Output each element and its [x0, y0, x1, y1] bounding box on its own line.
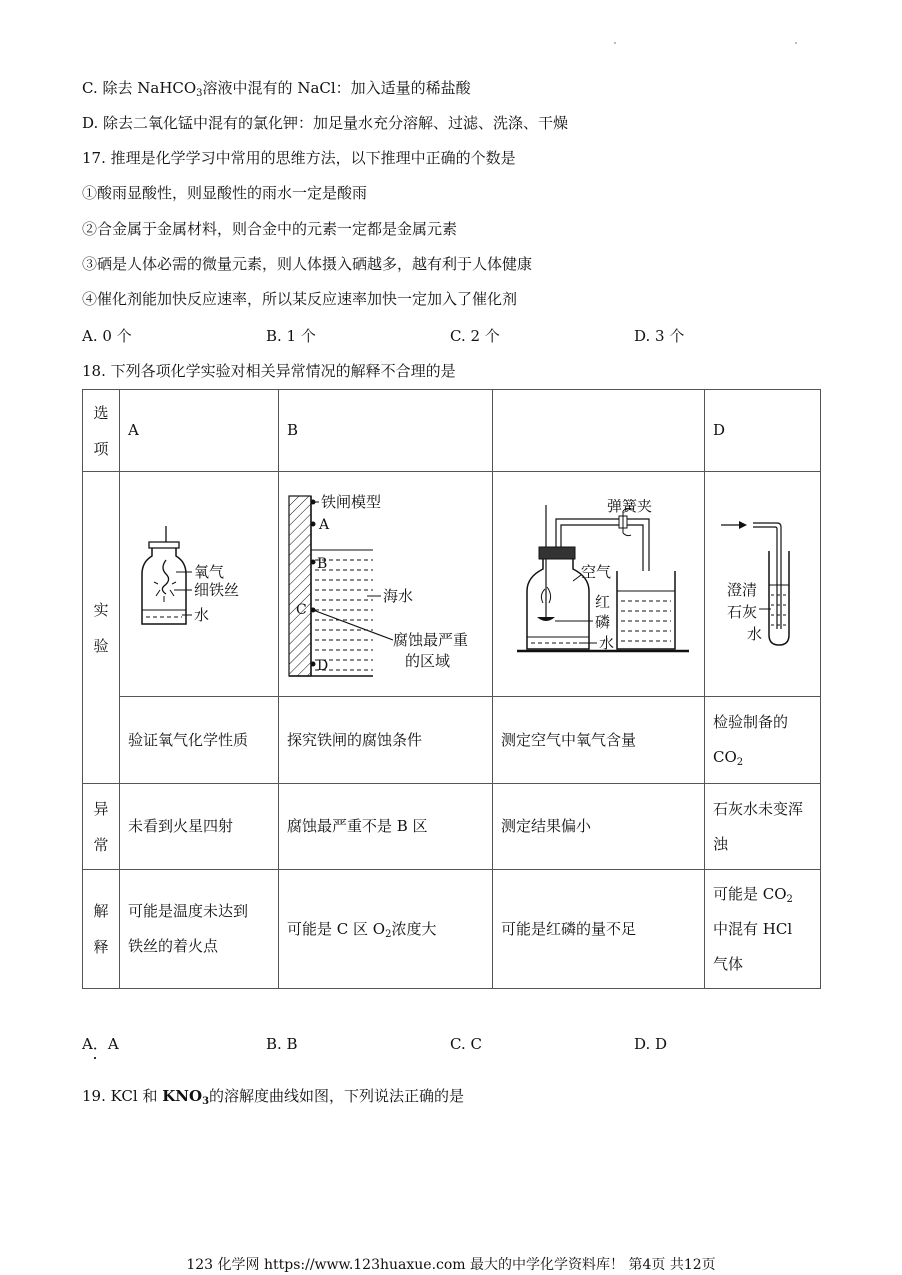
q17-statement-1: ①酸雨显酸性，则显酸性的雨水一定是酸雨: [82, 184, 368, 202]
label-seawater: 海水: [383, 586, 414, 605]
label-air: 空气: [580, 563, 611, 581]
label-region-d: D: [317, 657, 329, 674]
q16-option-d: D. 除去二氧化锰中混有的氯化钾：加足量水充分溶解、过滤、洗涤、干燥: [82, 114, 569, 132]
explain-b: 可能是 C 区 $O_2$浓度大: [279, 870, 493, 989]
q18-option-b: B. B: [266, 1035, 298, 1053]
row-label-option: 选 项: [83, 390, 120, 472]
stray-dot: [94, 1057, 96, 1059]
label-phosphorus: 磷: [594, 613, 610, 631]
anomaly-a: 未看到火星四射: [120, 784, 279, 870]
label-region-c: C: [296, 601, 307, 618]
header-b: B: [279, 390, 493, 472]
purpose-d: 检验制备的 $CO_2$: [705, 697, 821, 784]
page-footer: 123 化学网 https://www.123huaxue.com 最大的中学化学资料库！ 第4页 共12页: [186, 1257, 716, 1273]
q17-statement-2: ②合金属于金属材料，则合金中的元素一定都是金属元素: [82, 220, 458, 238]
anomaly-c: 测定结果偏小: [493, 784, 705, 870]
table-row-options: [83, 390, 821, 472]
header-a: A: [120, 390, 279, 472]
q17-option-d: D. 3 个: [634, 327, 685, 345]
figure-c-cell: [493, 472, 705, 697]
explain-a: 可能是温度未达到 铁丝的着火点: [120, 870, 279, 989]
q17-option-b: B. 1 个: [266, 327, 316, 345]
anomaly-d: 石灰水未变浑 浊: [705, 784, 821, 870]
purpose-a: 验证氧气化学性质: [120, 697, 279, 784]
table-row-explanations: [83, 870, 821, 989]
anomaly-b: 腐蚀最严重不是 B 区: [279, 784, 493, 870]
explain-c: 可能是红磷的量不足: [493, 870, 705, 989]
q18-option-a: A．A: [82, 1035, 119, 1053]
iron-wire-combustion-figure: [124, 524, 274, 644]
label-corrosion-1: 腐蚀最严重: [393, 630, 469, 649]
label-corrosion-2: 的区域: [405, 651, 451, 670]
label-water: 水: [194, 606, 210, 624]
label-oxygen: 氧气: [194, 563, 225, 581]
label-red: 红: [594, 593, 610, 611]
co2-test-figure: [713, 499, 813, 669]
figure-a-cell: [120, 472, 279, 697]
label-iron-wire: 细铁丝: [194, 581, 240, 599]
label-region-a: A: [319, 516, 330, 533]
q17-option-c: C. 2 个: [450, 327, 500, 345]
label-clear: 澄清: [726, 581, 757, 599]
purpose-b: 探究铁闸的腐蚀条件: [279, 697, 493, 784]
header-d: D: [705, 390, 821, 472]
figure-b-cell: [279, 472, 493, 697]
row-label-experiment: 实 验: [83, 472, 120, 784]
table-row-figures: [83, 472, 821, 697]
q18-table: [82, 389, 821, 989]
table-row-anomalies: [83, 784, 821, 870]
q18-stem: 18. 下列各项化学实验对相关异常情况的解释不合理的是: [82, 362, 456, 380]
q17-option-a: A. 0 个: [82, 327, 132, 345]
label-lime: 石灰: [726, 603, 757, 621]
page-mark: [614, 42, 616, 44]
label-water-d: 水: [746, 625, 762, 643]
label-gate-model: 铁闸模型: [321, 492, 382, 511]
q16-option-c: C. 除去 NaHCO$_3$溶液中混有的 NaCl：加入适量的稀盐酸: [82, 79, 471, 99]
q17-statement-4: ④催化剂能加快反应速率，所以某反应速率加快一定加入了催化剂: [82, 290, 518, 308]
iron-gate-corrosion-figure: [283, 482, 488, 687]
q18-option-d: D. D: [634, 1035, 668, 1053]
oxygen-content-figure: [499, 499, 699, 669]
q17-stem: 17. 推理是化学学习中常用的思维方法，以下推理中正确的个数是: [82, 149, 516, 167]
label-region-b: B: [317, 555, 328, 572]
label-water-c: 水: [598, 634, 614, 652]
label-spring-clamp: 弹簧夹: [606, 499, 652, 515]
header-c: [493, 390, 705, 472]
q19-stem: 19. KCl 和 $KNO_3$的溶解度曲线如图，下列说法正确的是: [82, 1087, 465, 1107]
explain-d: 可能是 $CO_2$ 中混有 HCl 气体: [705, 870, 821, 989]
table-row-purposes: [83, 697, 821, 784]
page-mark: [795, 42, 797, 44]
q18-option-c: C. C: [450, 1035, 482, 1053]
purpose-c: 测定空气中氧气含量: [493, 697, 705, 784]
row-label-explain: 解 释: [83, 870, 120, 989]
q17-statement-3: ③硒是人体必需的微量元素，则人体摄入硒越多，越有利于人体健康: [82, 255, 533, 273]
row-label-anomaly: 异 常: [83, 784, 120, 870]
figure-d-cell: [705, 472, 821, 697]
